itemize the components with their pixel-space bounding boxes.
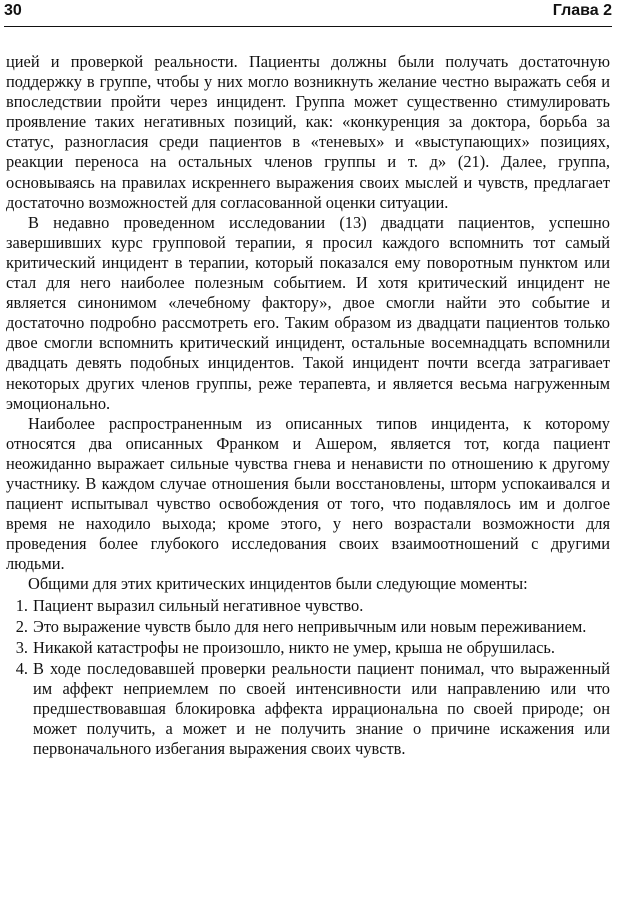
list-item-number: 4.	[15, 658, 28, 678]
list-item	[6, 596, 610, 616]
list-item-text: Никакой катастрофы не произошло, никто не умер, крыша не обрушилась.	[33, 637, 556, 657]
paragraph-2: В недавно проведенном исследовании (13) двадцати пациентов, успешно завершивших курс групповой терапии, я просил каждого вспомнить тот самый критический инцидент в терапии, который показался ему поворотным пунктом или стал для него наиболее полезным событием. И хотя критический инцидент не является синонимом «лечебному фактору», двое смогли найти это событие и достаточно подробно рассмотреть его. Таким образом из двадцати пациентов только двое смогли вспомнить критический инцидент, остальные восемнадцать вспомнили двадцать девять подобных инцидентов. Такой инцидент почти всегда затрагивает некоторых других членов группы, реже терапевта, и является весьма нагруженным эмоционально.	[6, 212, 610, 413]
page-header	[4, 0, 612, 27]
list-item-number: 3.	[15, 637, 28, 657]
page-body	[6, 52, 610, 759]
list-item	[6, 659, 610, 759]
list-item-number: 2.	[15, 616, 28, 636]
list-item-text: Это выражение чувств было для него непривычным или новым переживанием.	[33, 616, 587, 636]
page-number: 30	[4, 2, 22, 19]
list-item-text: Пациент выразил сильный негативное чувство.	[33, 595, 364, 615]
list-item	[6, 638, 610, 658]
list-item-number: 1.	[15, 595, 28, 615]
paragraph-4: Общими для этих критических инцидентов были следующие моменты:	[28, 574, 528, 594]
list-item	[6, 617, 610, 637]
numbered-list	[6, 596, 610, 760]
paragraph-1: цией и проверкой реальности. Пациенты должны были получать достаточную поддержку в группе, чтобы у них могло возникнуть желание честно выражать себя и впоследствии пройти через инцидент. Группа может существенно стимулировать проявление таких негативных позиций, как: «конкуренция за доктора, борьба за статус, разногласия среди пациентов в «теневых» и «выступающих» позициях, реакции переноса на остальных членов группы и т. д» (21). Далее, группа, основываясь на правилах искреннего выражения своих мыслей и чувств, предлагает достаточно возможностей для согласованной оценки ситуации.	[6, 52, 610, 212]
chapter-title: Глава 2	[552, 2, 612, 19]
paragraph-3: Наиболее распространенным из описанных типов инцидента, к которому относятся два описанных Франком и Ашером, является тот, когда пациент неожиданно выражает сильные чувства гнева и ненависти по отношению к другому участнику. В каждом случае отношения были восстановлены, шторм успокаивался и пациент испытывал чувство освобождения от того, что подавлялось им и долгое время не находило выхода; кроме этого, у него возрастали возможности для проведения более глубокого исследования своих взаимоотношений с другими людьми.	[6, 413, 610, 574]
list-item-text: В ходе последовавшей проверки реальности пациент понимал, что выраженный им аффект неприемлем по своей интенсивности или направлению или что предшествовавшая блокировка аффекта иррациональна по своей природе; он может получить, а может и не получить знание о причине искажения или первоначального избегания выражения своих чувств.	[33, 658, 610, 759]
